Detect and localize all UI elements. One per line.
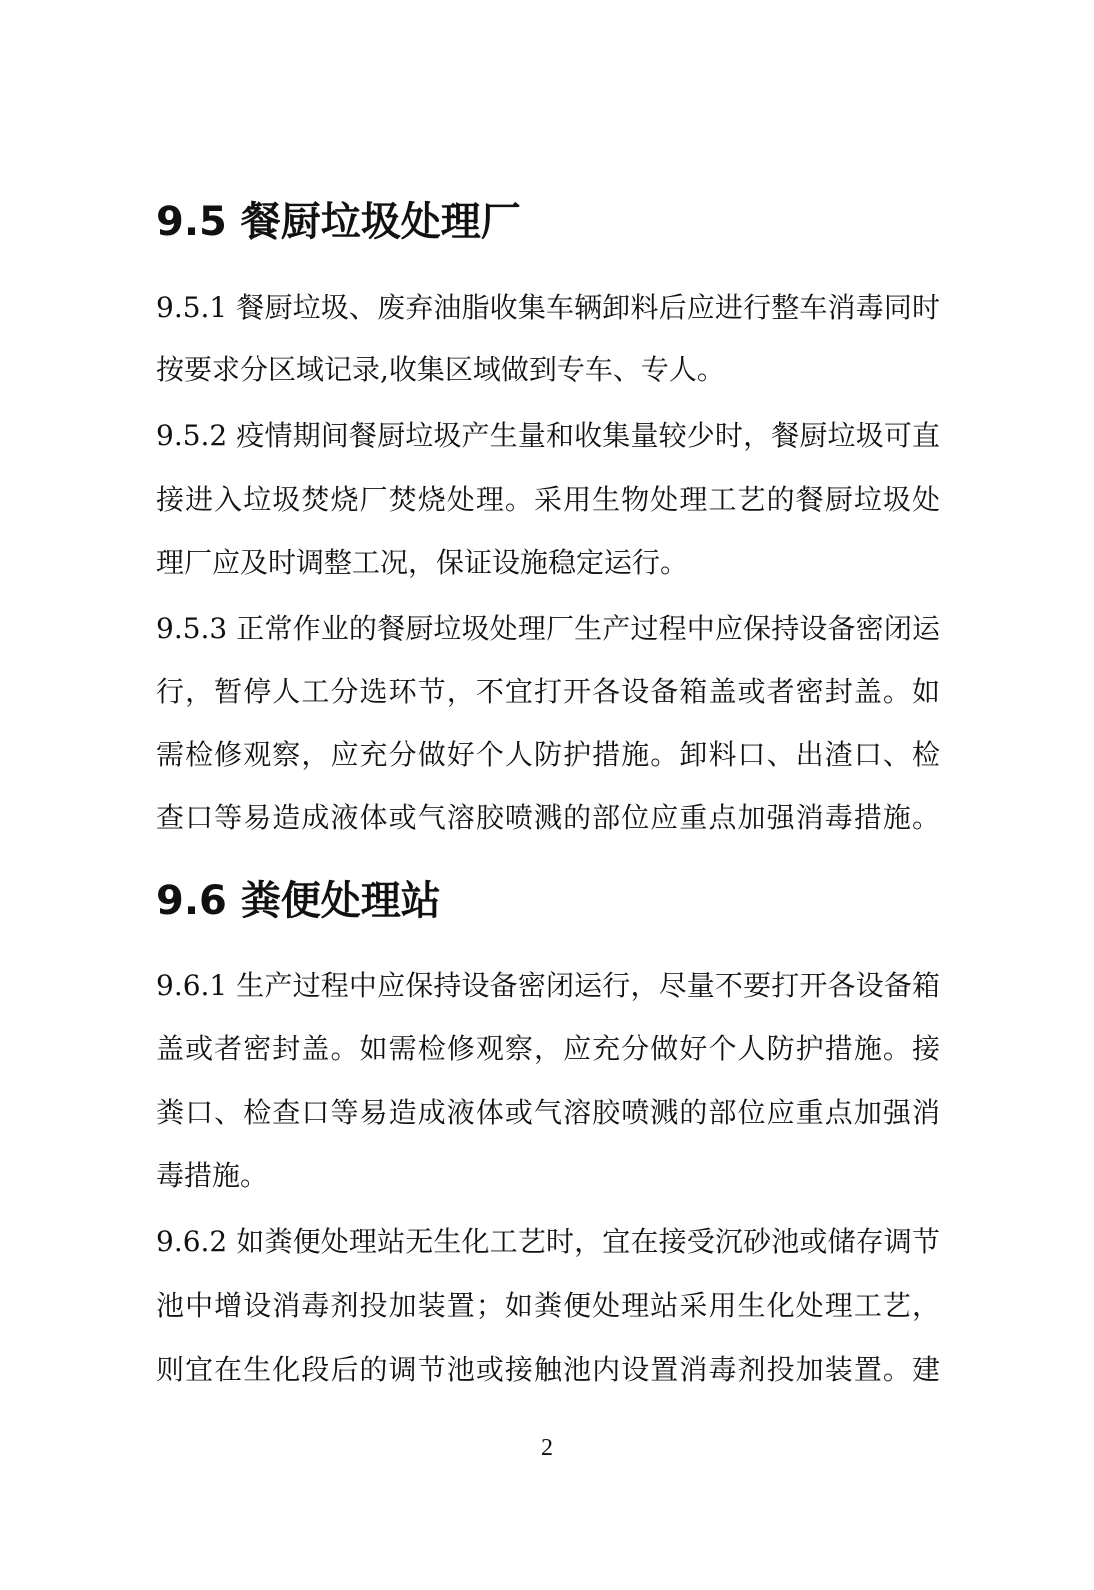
paragraph-line: 按要求分区域记录,收集区域做到专车、专人。	[156, 353, 725, 386]
page-number: 2	[541, 1435, 553, 1461]
paragraph-line: 查口等易造成液体或气溶胶喷溅的部位应重点加强消毒措施。	[156, 801, 940, 834]
paragraph-line: 理厂应及时调整工况，保证设施稳定运行。	[156, 546, 689, 579]
paragraph-line: 池中增设消毒剂投加装置；如粪便处理站采用生化处理工艺，	[156, 1289, 940, 1322]
paragraph-line: 9.5.2 疫情期间餐厨垃圾产生量和收集量较少时，餐厨垃圾可直	[156, 419, 940, 452]
section-heading-9-6: 9.6 粪便处理站	[156, 878, 441, 924]
paragraph-line: 9.6.2 如粪便处理站无生化工艺时，宜在接受沉砂池或储存调节	[156, 1225, 940, 1258]
section-heading-9-5: 9.5 餐厨垃圾处理厂	[156, 199, 521, 245]
paragraph-line: 行，暂停人工分选环节，不宜打开各设备箱盖或者密封盖。如	[156, 675, 940, 708]
paragraph-line: 9.6.1 生产过程中应保持设备密闭运行，尽量不要打开各设备箱	[156, 969, 940, 1002]
paragraph-line: 则宜在生化段后的调节池或接触池内设置消毒剂投加装置。建	[156, 1353, 940, 1386]
paragraph-line: 接进入垃圾焚烧厂焚烧处理。采用生物处理工艺的餐厨垃圾处	[156, 483, 940, 516]
paragraph-line: 9.5.3 正常作业的餐厨垃圾处理厂生产过程中应保持设备密闭运	[156, 612, 940, 645]
paragraph-line: 9.5.1 餐厨垃圾、废弃油脂收集车辆卸料后应进行整车消毒同时	[156, 291, 940, 324]
paragraph-line: 毒措施。	[156, 1159, 269, 1192]
paragraph-line: 需检修观察，应充分做好个人防护措施。卸料口、出渣口、检	[156, 738, 940, 771]
paragraph-line: 盖或者密封盖。如需检修观察，应充分做好个人防护措施。接	[156, 1032, 940, 1065]
paragraph-line: 粪口、检查口等易造成液体或气溶胶喷溅的部位应重点加强消	[156, 1096, 940, 1129]
